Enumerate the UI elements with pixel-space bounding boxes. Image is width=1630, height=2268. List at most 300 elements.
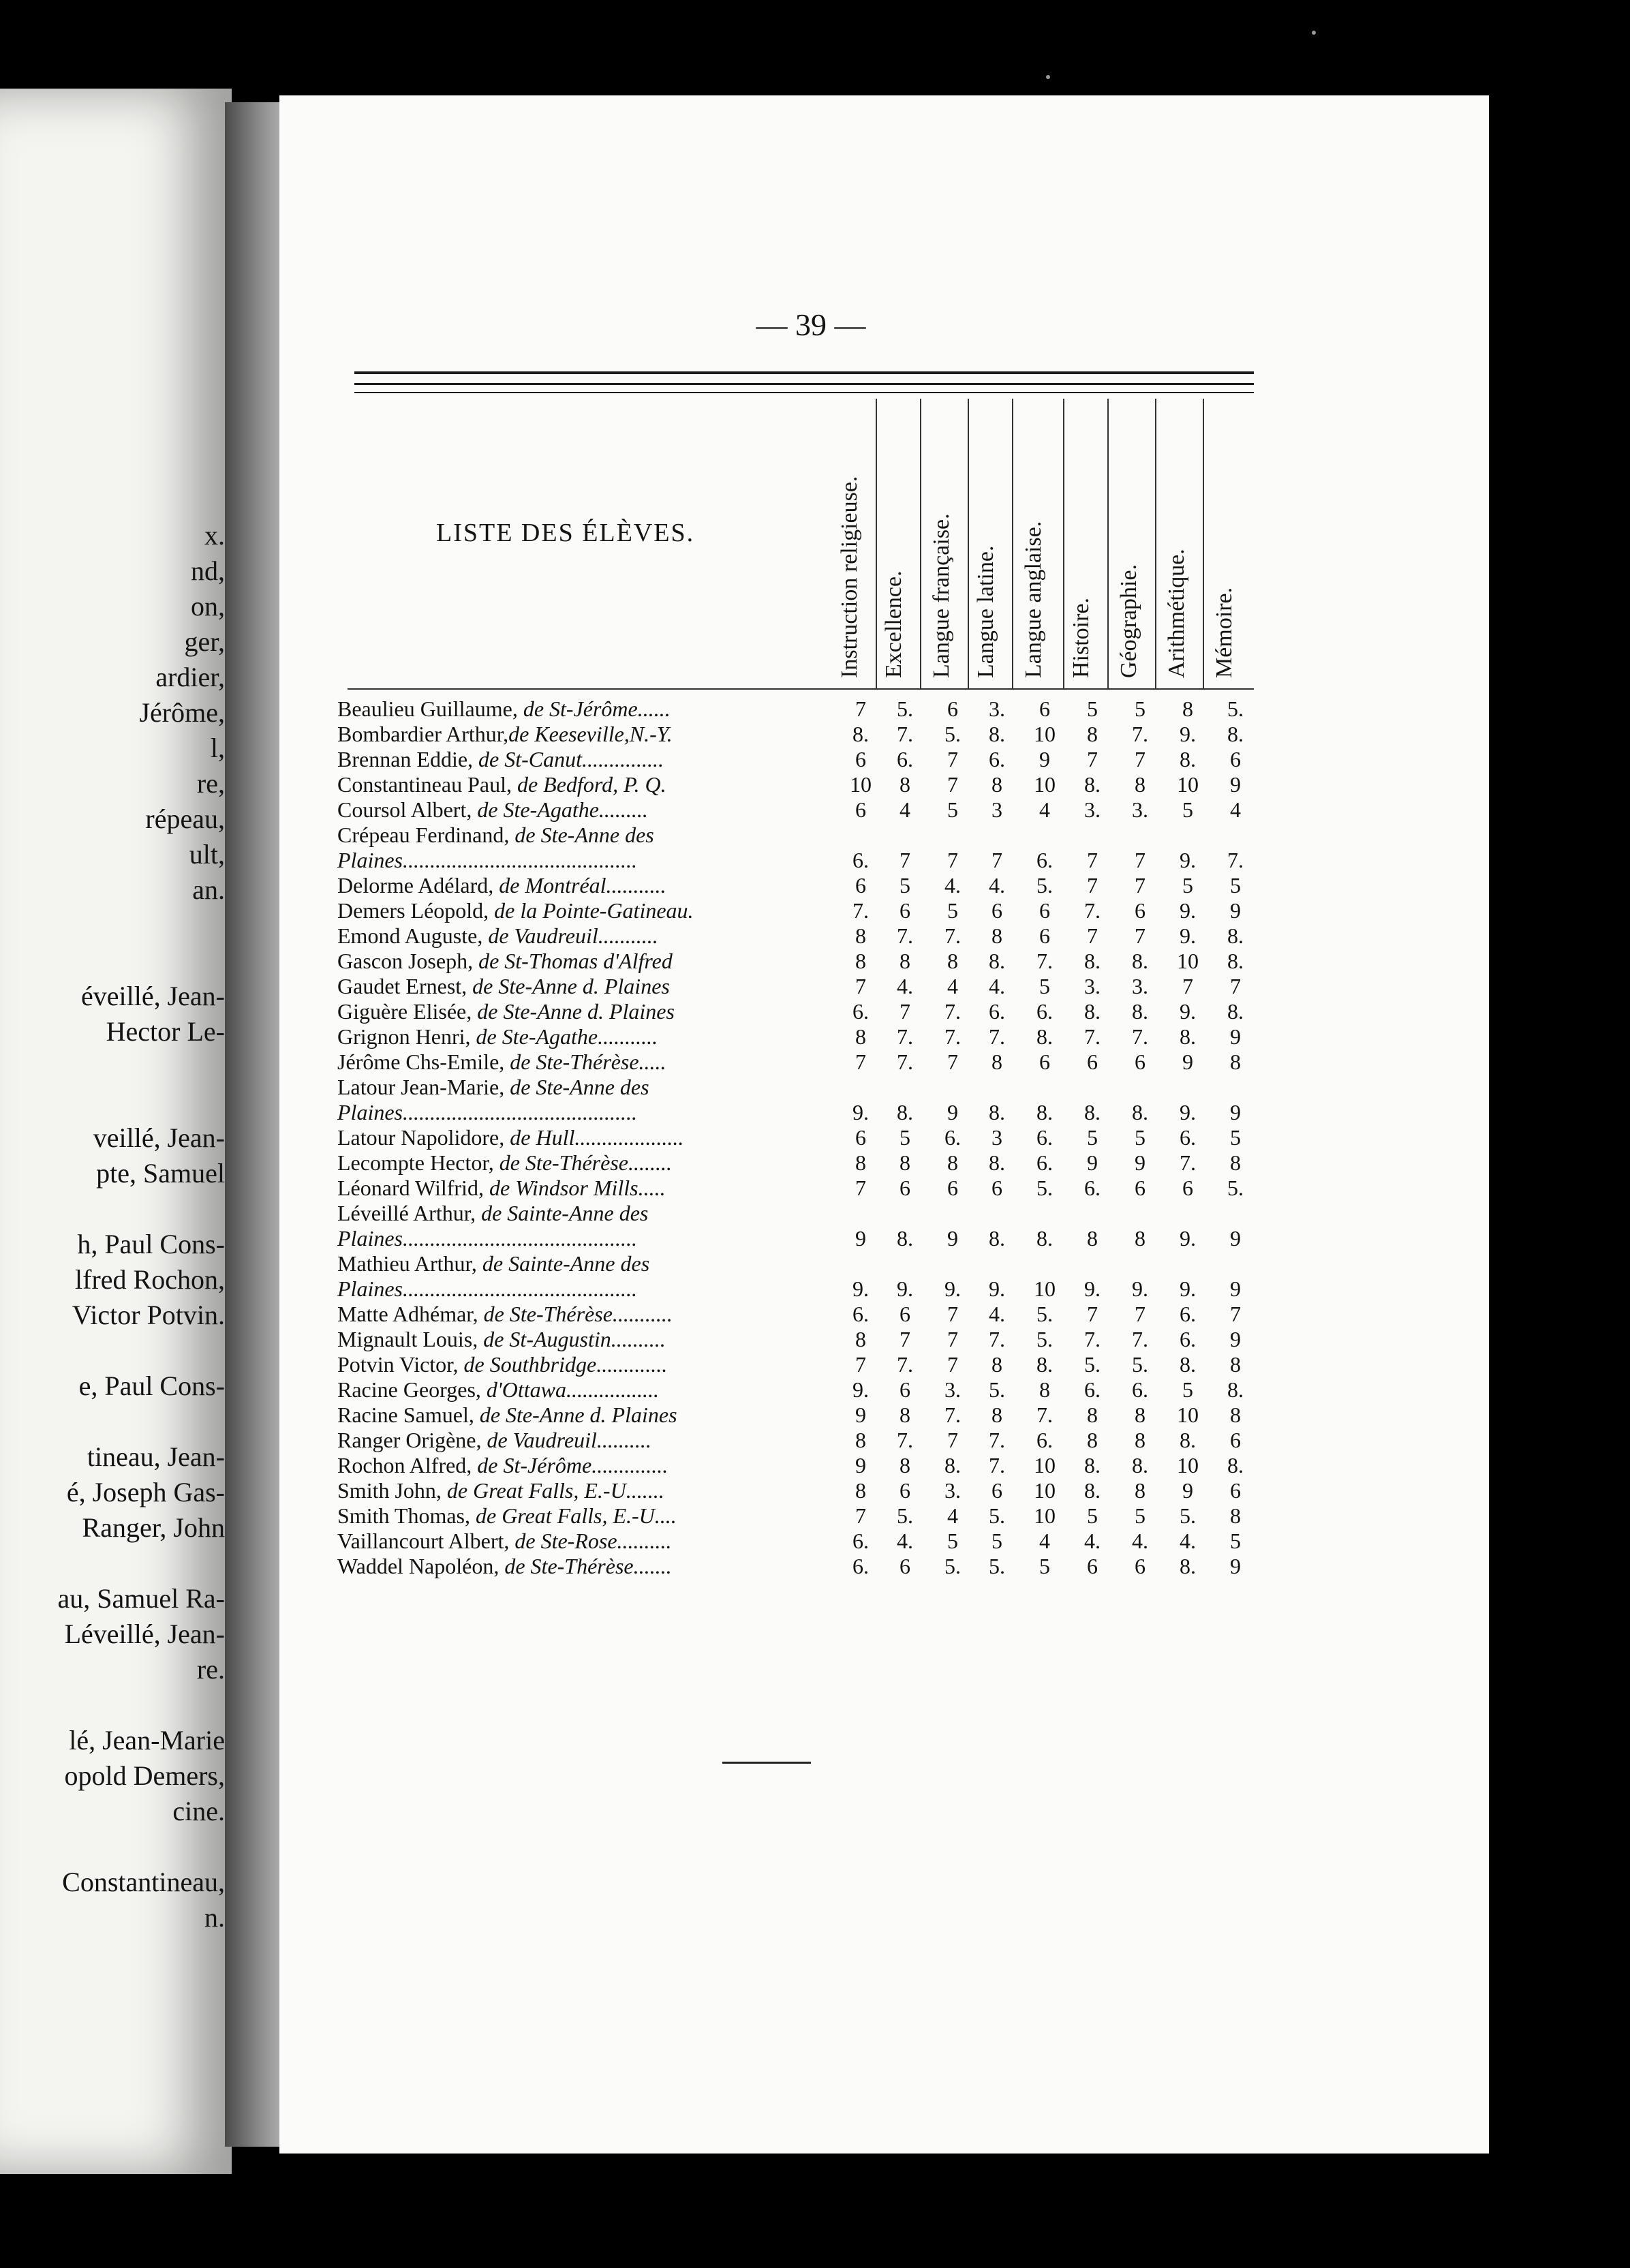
student-name: [337, 797, 814, 823]
column-header-label: Mémoire.: [1212, 587, 1237, 678]
grade-cell: 8: [1135, 1226, 1145, 1251]
student-name-text: Beaulieu Guillaume,: [337, 696, 523, 721]
grade-cell: 7: [899, 848, 910, 872]
grade-cell: 8.: [989, 1226, 1005, 1251]
grade-cell: 8.: [1180, 747, 1196, 771]
student-name-text: Smith John,: [337, 1478, 447, 1503]
left-page-line: x.: [204, 520, 225, 551]
grade-cell: 7.: [989, 1327, 1005, 1351]
student-name: [337, 1201, 814, 1251]
student-origin: de Hull....................: [510, 1125, 684, 1150]
student-origin: de St-Jérôme..............: [477, 1453, 668, 1477]
grade-cell: 5: [1039, 1554, 1050, 1578]
student-name: [337, 1503, 814, 1529]
grade-cell: 5: [1230, 1125, 1241, 1150]
grade-cell: 7: [855, 1049, 866, 1074]
table-row: [337, 1503, 1264, 1529]
grade-cell: 10: [1034, 772, 1056, 797]
student-name: [337, 1024, 814, 1049]
grade-cell: 8.: [1180, 1352, 1196, 1377]
left-page-line: opold Demers,: [64, 1760, 225, 1791]
grade-cell: 9: [1230, 772, 1241, 797]
grade-cell: 9: [1230, 1024, 1241, 1049]
grade-cell: 6.: [852, 999, 869, 1024]
left-page-line: Léveillé, Jean-: [64, 1619, 225, 1649]
grade-cell: 8.: [1036, 1100, 1053, 1124]
header-rule: [354, 392, 1254, 393]
left-page-line: [0, 1687, 225, 1723]
student-name: [337, 898, 814, 923]
grade-cell: 8: [855, 949, 866, 973]
grade-cell: 4.: [1084, 1529, 1101, 1553]
grade-cell: 6.: [852, 848, 869, 872]
table-row: [337, 999, 1264, 1024]
table-title: LISTE DES ÉLÈVES.: [436, 519, 695, 547]
grade-cell: 8.: [1180, 1024, 1196, 1049]
left-page-line: [0, 1404, 225, 1439]
grade-cell: 6.: [852, 1302, 869, 1326]
grade-cell: 5.: [944, 722, 961, 746]
grade-cell: 6: [855, 873, 866, 898]
grade-cell: 5.: [1227, 696, 1244, 721]
grade-cell: 6: [947, 696, 958, 721]
student-table: [337, 696, 1264, 1579]
table-row: [337, 797, 1264, 823]
column-separator: [1063, 399, 1064, 688]
grade-cell: 8: [991, 1403, 1002, 1427]
grade-cell: 7: [947, 1327, 958, 1351]
grade-cell: 9: [1230, 1276, 1241, 1301]
grade-cell: 9: [1039, 747, 1050, 771]
grade-cell: 9: [855, 1453, 866, 1477]
student-name-text: Ranger Origène,: [337, 1428, 487, 1452]
grade-cell: 5.: [1180, 1503, 1196, 1528]
left-page-line: [0, 1191, 225, 1227]
end-rule: [722, 1762, 811, 1764]
grade-cell: 10: [850, 772, 872, 797]
table-row: [337, 1403, 1264, 1428]
column-header-label: Langue anglaise.: [1021, 521, 1046, 678]
left-page-line: éveillé, Jean-: [81, 981, 225, 1011]
grade-cell: 7.: [1084, 1024, 1101, 1049]
grade-cell: 9.: [1180, 722, 1196, 746]
student-name: [337, 772, 814, 797]
grade-cell: 9.: [1180, 848, 1196, 872]
grade-cell: 10: [1034, 1453, 1056, 1477]
grade-cell: 6: [1087, 1554, 1098, 1578]
left-page-line: au, Samuel Ra-: [57, 1583, 225, 1614]
grade-cell: 4.: [989, 873, 1005, 898]
grade-cell: 6: [899, 1302, 910, 1326]
grade-cell: 4: [1039, 1529, 1050, 1553]
student-origin: de Ste-Thérèse.......: [504, 1554, 672, 1578]
left-page: [0, 89, 232, 2174]
grade-cell: 5.: [1132, 1352, 1148, 1377]
table-row: [337, 1554, 1264, 1579]
grade-cell: 3.: [1084, 974, 1101, 998]
grade-cell: 7.: [897, 923, 913, 948]
table-row: [337, 1024, 1264, 1049]
student-origin: de Ste-Thérèse.....: [510, 1049, 666, 1074]
student-origin: de Ste-Thérèse...........: [483, 1302, 673, 1326]
grade-cell: 9: [855, 1226, 866, 1251]
grade-cell: 8: [1135, 1403, 1145, 1427]
grade-cell: 9.: [852, 1377, 869, 1402]
table-row: [337, 1352, 1264, 1377]
student-name-text: Bombardier Arthur,: [337, 722, 509, 746]
student-name-text: Potvin Victor,: [337, 1352, 464, 1377]
grade-cell: 5: [1230, 1529, 1241, 1553]
grade-cell: 8.: [989, 949, 1005, 973]
grade-cell: 8.: [1227, 1377, 1244, 1402]
grade-cell: 3: [991, 797, 1002, 822]
student-name-text: Smith Thomas,: [337, 1503, 476, 1528]
grade-cell: 7.: [897, 1352, 913, 1377]
column-separator: [1107, 399, 1109, 688]
grade-cell: 8.: [989, 722, 1005, 746]
grade-cell: 5.: [989, 1503, 1005, 1528]
grade-cell: 5.: [1227, 1176, 1244, 1200]
grade-cell: 8: [991, 923, 1002, 948]
grade-cell: 10: [1034, 722, 1056, 746]
grade-cell: 8.: [1227, 949, 1244, 973]
student-name: [337, 722, 814, 747]
student-name: [337, 1352, 814, 1377]
student-origin: de Montréal...........: [499, 873, 666, 898]
student-name-text: Constantineau Paul,: [337, 772, 517, 797]
table-row: [337, 1251, 1264, 1302]
grade-cell: 5: [1087, 1125, 1098, 1150]
speck: [1046, 75, 1050, 79]
grade-cell: 8.: [897, 1226, 913, 1251]
student-origin: de Ste-Thérèse........: [499, 1150, 672, 1175]
table-row: [337, 747, 1264, 772]
grade-cell: 8.: [1132, 1453, 1148, 1477]
grade-cell: 7.: [1132, 1024, 1148, 1049]
grade-cell: 4.: [989, 974, 1005, 998]
table-row: [337, 923, 1264, 949]
grade-cell: 7: [991, 848, 1002, 872]
grade-cell: 9.: [989, 1276, 1005, 1301]
grade-cell: 6.: [1084, 1377, 1101, 1402]
grade-cell: 9: [1182, 1478, 1193, 1503]
student-name-text: Rochon Alfred,: [337, 1453, 478, 1477]
column-separator: [920, 399, 921, 688]
column-header-label: Langue latine.: [973, 545, 998, 678]
grade-cell: 7: [855, 1352, 866, 1377]
grade-cell: 6.: [1036, 1125, 1053, 1150]
student-name: [337, 1049, 814, 1075]
left-page-line: lfred Rochon,: [75, 1264, 225, 1295]
grade-cell: 10: [1177, 949, 1199, 973]
grade-cell: 8.: [1227, 1453, 1244, 1477]
grade-cell: 6.: [1132, 1377, 1148, 1402]
student-name: [337, 1403, 814, 1428]
grade-cell: 5.: [1036, 1176, 1053, 1200]
grade-cell: 7: [947, 747, 958, 771]
student-name: [337, 747, 814, 772]
table-row: [337, 898, 1264, 923]
grade-cell: 8.: [1036, 1024, 1053, 1049]
grade-cell: 5.: [897, 1503, 913, 1528]
grade-cell: 6.: [989, 747, 1005, 771]
student-origin: de Ste-Agathe.........: [477, 797, 648, 822]
column-header-label: Arithmétique.: [1164, 549, 1189, 678]
left-page-line: Ranger, John: [82, 1512, 225, 1543]
grade-cell: 8: [991, 772, 1002, 797]
grade-cell: 7: [1087, 873, 1098, 898]
student-name: [337, 1554, 814, 1579]
grade-cell: 7: [1135, 848, 1145, 872]
grade-cell: 4: [1230, 797, 1241, 822]
grade-cell: 7: [1087, 923, 1098, 948]
left-page-line: on,: [191, 591, 225, 622]
student-name: [337, 949, 814, 974]
grade-cell: 8: [855, 1327, 866, 1351]
grade-cell: 8: [1230, 1503, 1241, 1528]
student-name: [337, 1327, 814, 1352]
grade-cell: 8.: [1084, 949, 1101, 973]
grade-cell: 9: [1230, 898, 1241, 923]
grade-cell: 4.: [897, 1529, 913, 1553]
grade-cell: 9: [1230, 1226, 1241, 1251]
grade-cell: 8.: [1227, 722, 1244, 746]
grade-cell: 9.: [1180, 923, 1196, 948]
grade-cell: 8: [1230, 1049, 1241, 1074]
student-name: [337, 1529, 814, 1554]
grade-cell: 5: [1135, 1503, 1145, 1528]
student-name: [337, 1377, 814, 1403]
grade-cell: 5: [1182, 1377, 1193, 1402]
grade-cell: 7.: [944, 1024, 961, 1049]
grade-cell: 7: [855, 974, 866, 998]
grade-cell: 7: [1087, 747, 1098, 771]
grade-cell: 4: [899, 797, 910, 822]
grade-cell: 8.: [989, 1100, 1005, 1124]
student-name-text: Gascon Joseph,: [337, 949, 479, 973]
table-row: [337, 1302, 1264, 1327]
grade-cell: 8.: [1084, 1100, 1101, 1124]
grade-cell: 4.: [1180, 1529, 1196, 1553]
left-page-line: re,: [196, 768, 225, 799]
student-name-text: Mignault Louis,: [337, 1327, 484, 1351]
grade-cell: 7: [1230, 974, 1241, 998]
grade-cell: 9: [1230, 1100, 1241, 1124]
student-name-text: Racine Georges,: [337, 1377, 487, 1402]
left-page-line: re.: [196, 1654, 225, 1685]
column-header-label: Excellence.: [881, 570, 906, 678]
grade-cell: 4: [947, 974, 958, 998]
grade-cell: 9: [1230, 1327, 1241, 1351]
grade-cell: 6: [947, 1176, 958, 1200]
grade-cell: 7.: [1227, 848, 1244, 872]
grade-cell: 9.: [897, 1276, 913, 1301]
student-name-text: Léveillé Arthur,: [337, 1201, 482, 1225]
grade-cell: 8: [947, 949, 958, 973]
grade-cell: 8: [1230, 1150, 1241, 1175]
student-origin: de Ste-Agathe...........: [476, 1024, 658, 1049]
column-separator: [1012, 399, 1013, 688]
grade-cell: 6: [991, 1176, 1002, 1200]
left-page-line: Victor Potvin.: [72, 1300, 225, 1330]
grade-cell: 8: [1039, 1377, 1050, 1402]
grade-cell: 7.: [897, 1049, 913, 1074]
left-page-line: [0, 908, 225, 943]
table-row: [337, 1176, 1264, 1201]
column-header-label: Langue française.: [929, 513, 954, 678]
grade-cell: 7: [1087, 848, 1098, 872]
grade-cell: 8: [1135, 772, 1145, 797]
grade-cell: 8.: [1180, 1428, 1196, 1452]
grade-cell: 9.: [1180, 999, 1196, 1024]
grade-cell: 3.: [944, 1377, 961, 1402]
column-separator: [1155, 399, 1156, 688]
grade-cell: 5: [899, 1125, 910, 1150]
student-origin: de Vaudreuil..........: [487, 1428, 651, 1452]
grade-cell: 5: [947, 797, 958, 822]
student-name: [337, 1302, 814, 1327]
grade-cell: 9.: [852, 1100, 869, 1124]
grade-cell: 9.: [1180, 1100, 1196, 1124]
student-name-text: Matte Adhémar,: [337, 1302, 484, 1326]
left-page-line: [0, 1085, 225, 1120]
student-origin: de Vaudreuil...........: [488, 923, 658, 948]
grade-cell: 7: [947, 1049, 958, 1074]
grade-cell: 6: [1039, 923, 1050, 948]
grade-cell: 8: [1087, 1403, 1098, 1427]
student-origin: de Sainte-Anne des Plaines...........................................: [337, 1201, 649, 1251]
table-row: [337, 1150, 1264, 1176]
student-origin: de St-Thomas d'Alfred: [478, 949, 673, 973]
student-origin: de Sainte-Anne des Plaines...........................................: [337, 1251, 650, 1301]
grade-cell: 8.: [1036, 1352, 1053, 1377]
grade-cell: 9.: [1180, 898, 1196, 923]
grade-cell: 7.: [897, 722, 913, 746]
grade-cell: 6.: [1180, 1125, 1196, 1150]
table-row: [337, 1327, 1264, 1352]
grade-cell: 10: [1177, 1403, 1199, 1427]
table-row: [337, 873, 1264, 898]
grade-cell: 8.: [1084, 999, 1101, 1024]
student-origin: de St-Augustin..........: [483, 1327, 666, 1351]
grade-cell: 6.: [1084, 1176, 1101, 1200]
table-row: [337, 1049, 1264, 1075]
grade-cell: 4: [1039, 797, 1050, 822]
grade-cell: 8.: [1036, 1226, 1053, 1251]
left-page-line: l,: [210, 733, 225, 763]
grade-cell: 6.: [852, 1529, 869, 1553]
grade-cell: 7: [1135, 923, 1145, 948]
grade-cell: 7: [855, 1503, 866, 1528]
student-name-text: Vaillancourt Albert,: [337, 1529, 515, 1553]
grade-cell: 6.: [897, 747, 913, 771]
grade-cell: 8.: [989, 1150, 1005, 1175]
grade-cell: 7: [855, 696, 866, 721]
column-header-label: Instruction religieuse.: [837, 476, 862, 678]
student-name-text: Emond Auguste,: [337, 923, 489, 948]
student-name: [337, 696, 814, 722]
grade-cell: 6: [1039, 1049, 1050, 1074]
grade-cell: 6: [855, 797, 866, 822]
grade-cell: 7: [1087, 1302, 1098, 1326]
grade-cell: 8.: [1084, 1478, 1101, 1503]
grade-cell: 7: [1230, 1302, 1241, 1326]
student-origin: de Keeseville,N.-Y.: [508, 722, 673, 746]
grade-cell: 6: [1230, 1478, 1241, 1503]
student-name-text: Giguère Elisée,: [337, 999, 478, 1024]
grade-cell: 8.: [944, 1453, 961, 1477]
grade-cell: 5.: [1036, 873, 1053, 898]
grade-cell: 8: [947, 1150, 958, 1175]
grade-cell: 8: [1087, 1226, 1098, 1251]
grade-cell: 5.: [989, 1554, 1005, 1578]
left-page-line: ger,: [184, 626, 225, 657]
grade-cell: 8: [899, 772, 910, 797]
grade-cell: 3.: [1132, 974, 1148, 998]
grade-cell: 8: [1087, 722, 1098, 746]
grade-cell: 6: [1087, 1049, 1098, 1074]
speck: [1312, 31, 1316, 35]
grade-cell: 5: [1135, 1125, 1145, 1150]
grade-cell: 6: [991, 898, 1002, 923]
grade-cell: 7: [947, 772, 958, 797]
grade-cell: 6: [855, 1125, 866, 1150]
student-name-text: Demers Léopold,: [337, 898, 495, 923]
grade-cell: 5.: [989, 1377, 1005, 1402]
grade-cell: 9: [947, 1100, 958, 1124]
left-page-line: h, Paul Cons-: [77, 1229, 225, 1259]
student-name-text: Racine Samuel,: [337, 1403, 480, 1427]
grade-cell: 5: [1182, 873, 1193, 898]
grade-cell: 7: [1135, 747, 1145, 771]
grade-cell: 5: [1230, 873, 1241, 898]
header-rule: [354, 371, 1254, 374]
grade-cell: 4: [947, 1503, 958, 1528]
grade-cell: 4.: [897, 974, 913, 998]
grade-cell: 4.: [1132, 1529, 1148, 1553]
grade-cell: 8.: [1227, 923, 1244, 948]
left-page-line: répeau,: [145, 803, 225, 834]
student-name: [337, 1150, 814, 1176]
grade-cell: 9: [1087, 1150, 1098, 1175]
grade-cell: 6: [1135, 1554, 1145, 1578]
grade-cell: 5: [991, 1529, 1002, 1553]
student-name: [337, 1428, 814, 1453]
grade-cell: 5.: [1036, 1327, 1053, 1351]
student-origin: de St-Canut...............: [478, 747, 664, 771]
grade-cell: 3.: [1084, 797, 1101, 822]
table-row: [337, 823, 1264, 873]
grade-cell: 5: [1135, 696, 1145, 721]
left-page-line: tineau, Jean-: [87, 1441, 225, 1472]
grade-cell: 10: [1034, 1503, 1056, 1528]
grade-cell: 7.: [1084, 1327, 1101, 1351]
grade-cell: 6: [1182, 1176, 1193, 1200]
grade-cell: 7: [899, 1327, 910, 1351]
grade-cell: 8.: [1132, 949, 1148, 973]
grade-cell: 8: [855, 1478, 866, 1503]
grade-cell: 5: [1087, 1503, 1098, 1528]
grade-cell: 7.: [897, 1024, 913, 1049]
left-page-line: n.: [204, 1902, 225, 1933]
grade-cell: 6.: [1180, 1302, 1196, 1326]
student-name: [337, 1176, 814, 1201]
grade-cell: 6: [899, 898, 910, 923]
grade-cell: 6: [899, 1478, 910, 1503]
student-name-text: Léonard Wilfrid,: [337, 1176, 489, 1200]
grade-cell: 10: [1034, 1276, 1056, 1301]
student-name: [337, 974, 814, 999]
